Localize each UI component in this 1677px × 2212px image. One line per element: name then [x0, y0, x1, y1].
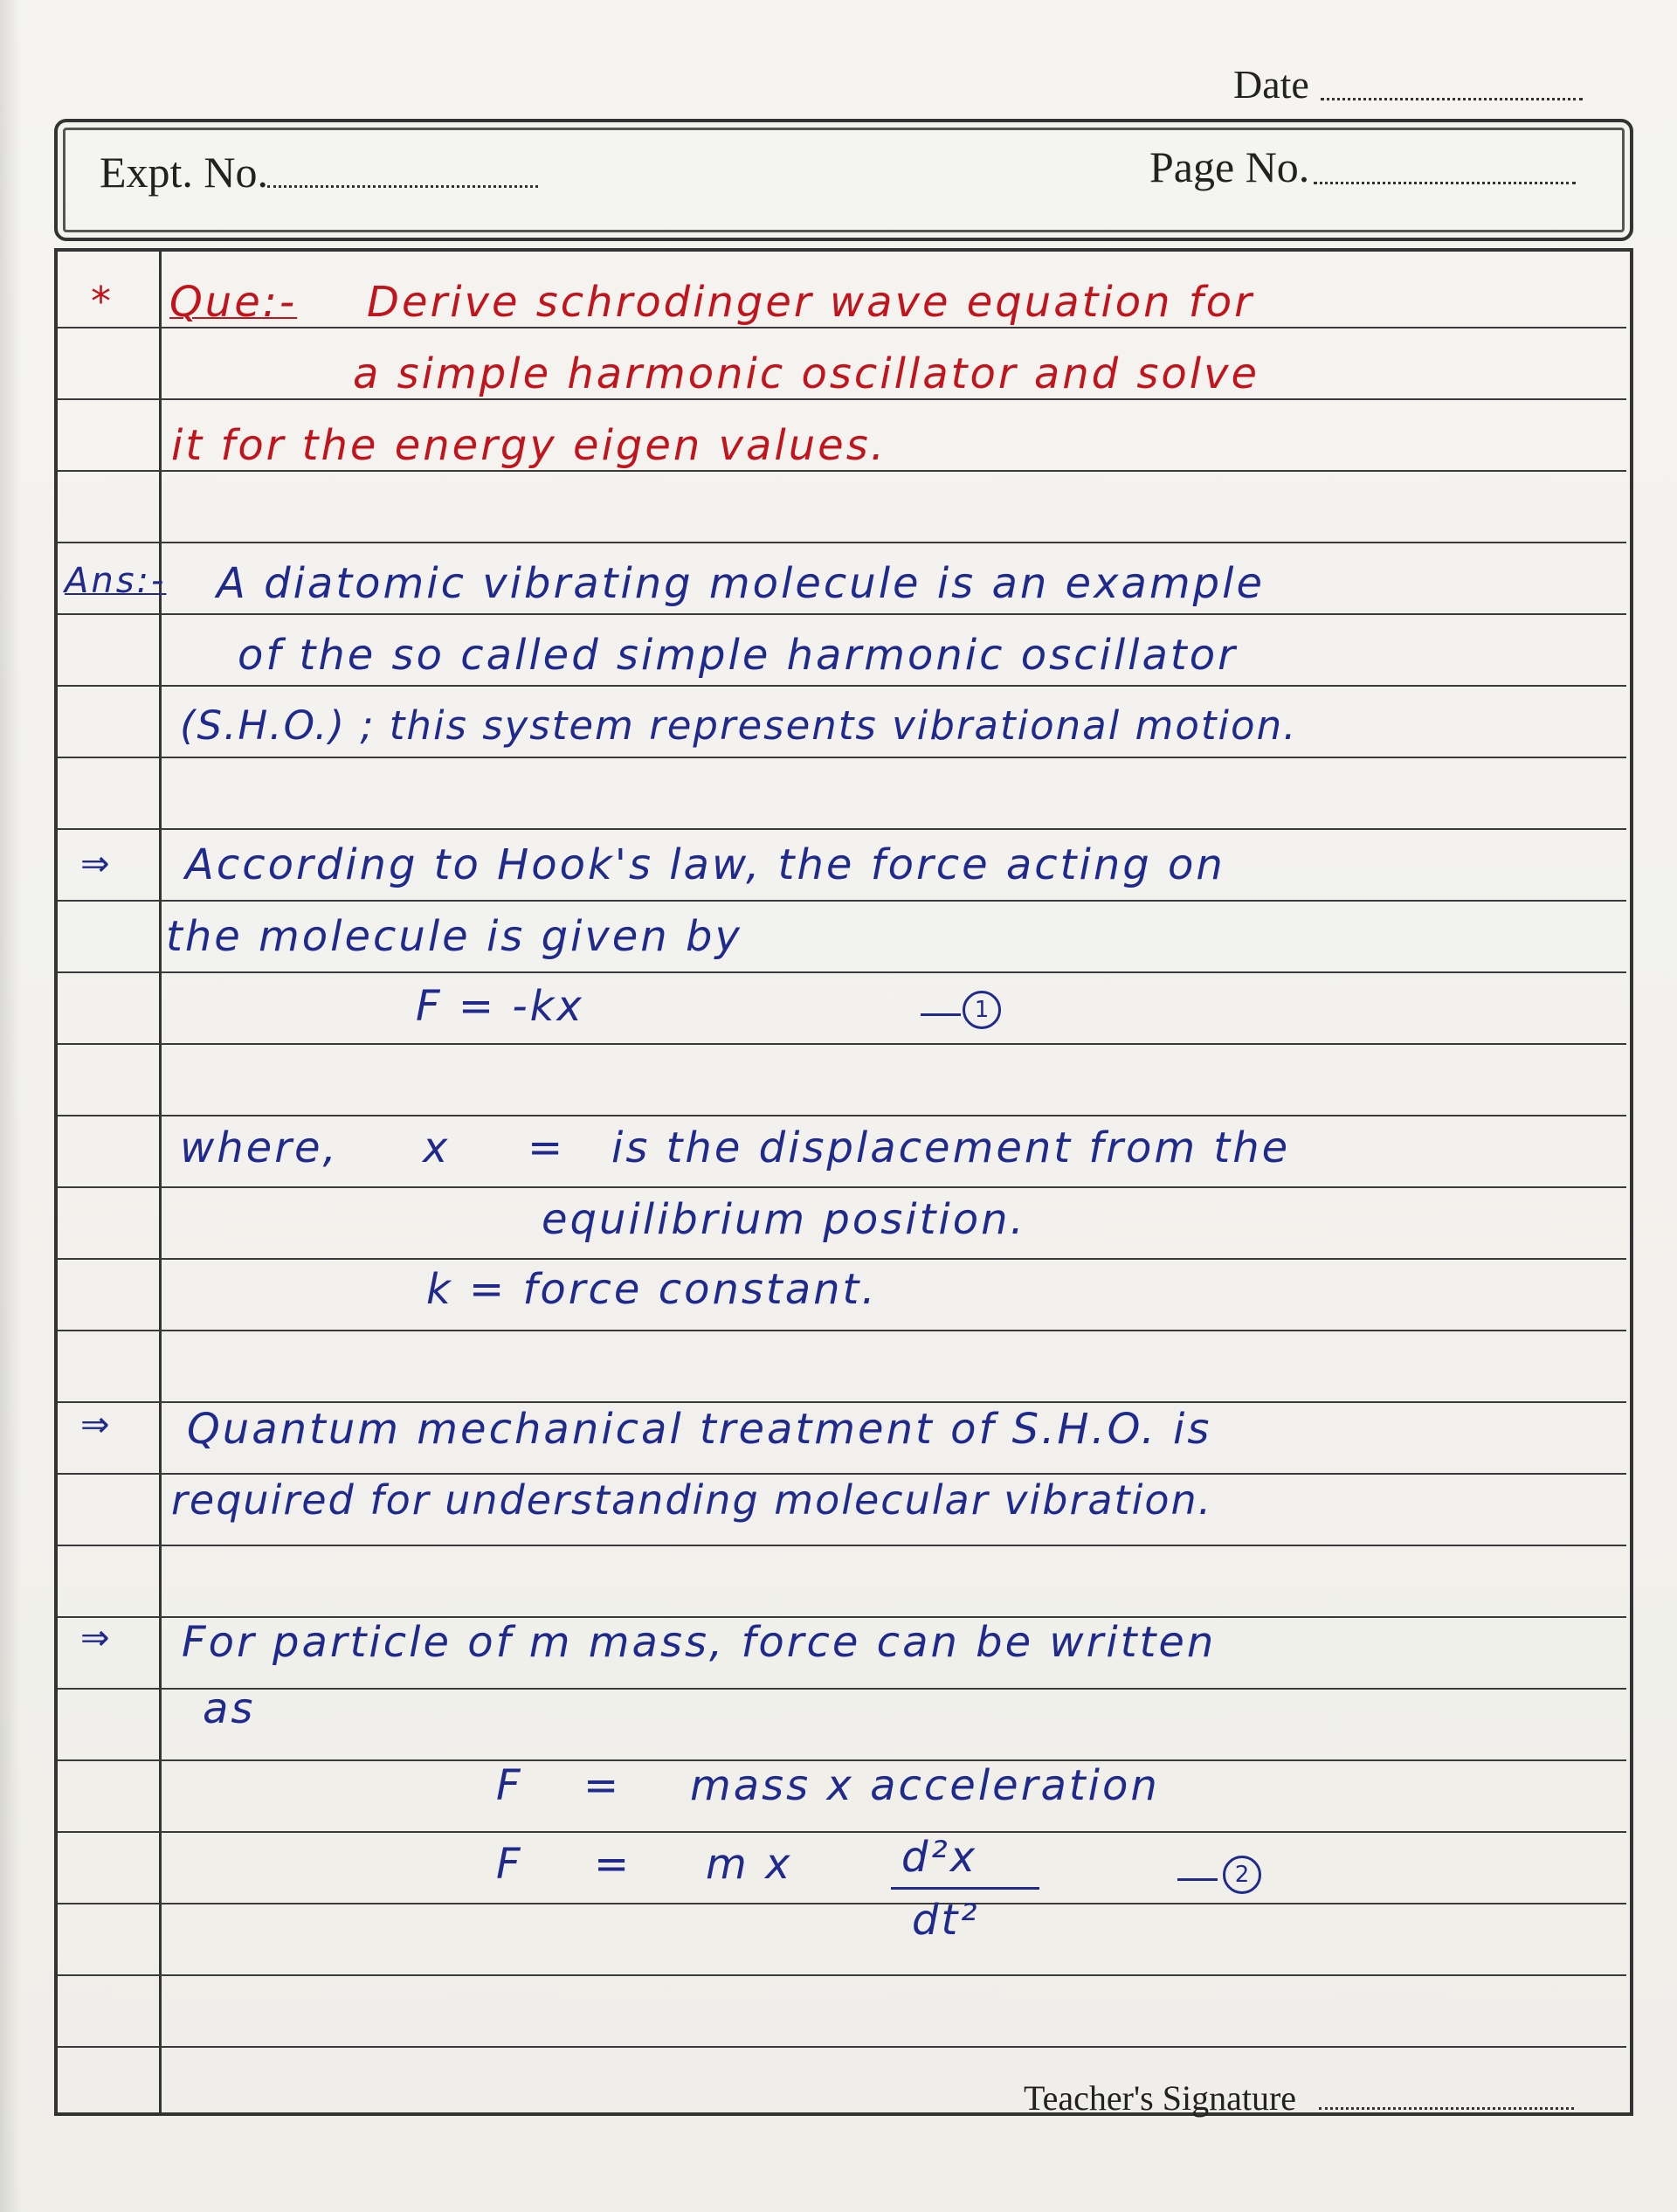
ruled-line: [58, 1115, 1626, 1116]
eq-2a-lhs: F: [496, 1761, 523, 1810]
eq-1-dash: [921, 1013, 961, 1016]
ruled-line: [58, 542, 1626, 543]
ruled-line: [58, 1258, 1626, 1260]
where-def-1b: equilibrium position.: [542, 1195, 1026, 1244]
ruled-line: [58, 1688, 1626, 1690]
particle-bullet: ⇒: [80, 1618, 113, 1658]
eq-2a-rhs: mass x acceleration: [690, 1761, 1160, 1810]
ruled-line: [58, 470, 1626, 472]
particle-line-2: as: [203, 1684, 256, 1733]
teacher-signature-dotted-line: [1319, 2107, 1574, 2110]
eq-2-dash: [1177, 1878, 1218, 1881]
question-line-3: it for the energy eigen values.: [171, 421, 887, 470]
ruled-line: [58, 1974, 1626, 1976]
where-equals: =: [528, 1123, 566, 1172]
where-def-1a: is the displacement from the: [611, 1123, 1291, 1172]
eq-2b-mass: m x: [706, 1840, 793, 1889]
answer-line-2: of the so called simple harmonic oscillator: [238, 631, 1238, 680]
particle-line-1: For particle of m mass, force can be written: [182, 1618, 1217, 1667]
question-line-2: a simple harmonic oscillator and solve: [353, 349, 1260, 398]
eq-2b-numerator: d²x: [901, 1833, 978, 1882]
ruled-line: [58, 1831, 1626, 1833]
quantum-line-2: required for understanding molecular vibration.: [171, 1476, 1213, 1524]
answer-line-3: (S.H.O.) ; this system represents vibrational motion.: [180, 702, 1298, 749]
ruled-line: [58, 971, 1626, 973]
eq-2a-equals: =: [583, 1761, 622, 1810]
eq-2b-fraction-bar: [891, 1887, 1039, 1890]
expt-no-label: Expt. No.: [100, 148, 269, 197]
hooke-line-2: the molecule is given by: [166, 912, 742, 961]
eq-2-number: 2: [1223, 1856, 1261, 1894]
page-no-dotted-line: [1314, 182, 1576, 184]
ruled-line: [58, 613, 1626, 615]
ruled-line: [58, 1545, 1626, 1546]
ruled-line: [58, 1043, 1626, 1045]
ruled-line: [58, 757, 1626, 758]
eq-2b-equals: =: [594, 1840, 632, 1889]
ruled-line: [58, 1330, 1626, 1331]
question-marker: *: [91, 278, 114, 325]
answer-line-1: A diatomic vibrating molecule is an example: [217, 559, 1265, 608]
ruled-line: [58, 900, 1626, 902]
date-dotted-line: [1321, 98, 1583, 100]
ruled-line: [58, 398, 1626, 400]
hooke-equation: F = -kx: [416, 982, 584, 1031]
ruled-line: [58, 2046, 1626, 2048]
ruled-line: [58, 828, 1626, 830]
ruled-line: [58, 327, 1626, 328]
quantum-line-1: Quantum mechanical treatment of S.H.O. is: [187, 1405, 1212, 1454]
where-label: where,: [180, 1123, 339, 1172]
ruled-line: [58, 1473, 1626, 1475]
quantum-bullet: ⇒: [80, 1405, 113, 1445]
question-prefix: Que:-: [169, 278, 298, 327]
eq-1-number: 1: [963, 991, 1001, 1029]
ruled-sheet: [54, 248, 1633, 2116]
eq-2b-lhs: F: [496, 1840, 523, 1889]
expt-no-dotted-line: [267, 185, 538, 188]
header-box: [54, 119, 1633, 241]
ruled-line: [58, 1186, 1626, 1188]
eq-2b-denominator: dt²: [912, 1896, 980, 1945]
where-def-2: k = force constant.: [426, 1265, 878, 1314]
ruled-line: [58, 1401, 1626, 1403]
hooke-bullet: ⇒: [80, 844, 113, 884]
date-label: Date: [1233, 62, 1309, 107]
page-no-label: Page No.: [1149, 142, 1310, 191]
teacher-signature-label: Teacher's Signature: [1024, 2078, 1297, 2118]
where-var-x: x: [423, 1123, 451, 1172]
answer-prefix: Ans:-: [65, 561, 167, 601]
page-edge-shadow: [0, 0, 21, 2212]
ruled-line: [58, 1903, 1626, 1904]
hooke-line-1: According to Hook's law, the force acting on: [185, 840, 1225, 889]
ruled-line: [58, 685, 1626, 687]
question-line-1: Derive schrodinger wave equation for: [367, 278, 1254, 327]
